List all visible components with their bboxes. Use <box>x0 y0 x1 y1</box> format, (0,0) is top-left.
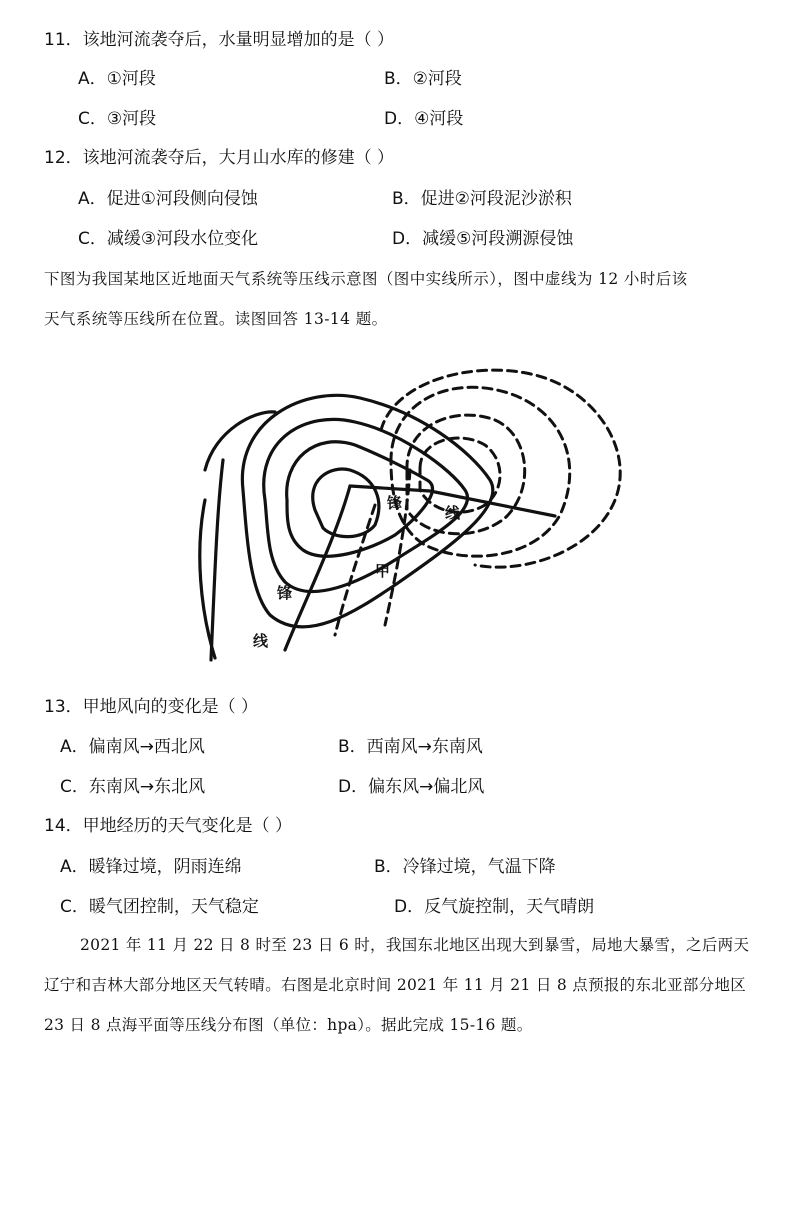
location-jia-label: 甲 <box>375 562 391 580</box>
q14-stem: 14．甲地经历的天气变化是（ ） <box>44 816 293 836</box>
front-label-c: 锋 <box>277 584 293 602</box>
front-label-d: 线 <box>253 632 269 650</box>
q12-option-a[interactable]: A．促进①河段侧向侵蚀 <box>78 189 258 209</box>
q12-stem: 12．该地河流袭夺后，大月山水库的修建（ ） <box>44 148 395 168</box>
q11-option-a[interactable]: A．①河段 <box>78 69 156 89</box>
q14-option-c[interactable]: C．暖气团控制，天气稳定 <box>60 897 259 917</box>
q13-option-c[interactable]: C．东南风→东北风 <box>60 777 206 797</box>
q11-option-d[interactable]: D．④河段 <box>384 109 464 129</box>
q14-option-d[interactable]: D．反气旋控制，天气晴朗 <box>394 897 595 917</box>
intro-13-14-line1: 下图为我国某地区近地面天气系统等压线示意图（图中实线所示），图中虚线为 12 小时后该 <box>44 270 688 288</box>
solid-isobar-outer <box>211 460 223 660</box>
q14-option-b[interactable]: B．冷锋过境，气温下降 <box>374 857 556 877</box>
q13-option-a[interactable]: A．偏南风→西北风 <box>60 737 205 757</box>
q12-option-d[interactable]: D．减缓⑤河段溯源侵蚀 <box>392 229 574 249</box>
solid-isobars <box>200 395 555 660</box>
intro-15-16-paragraph: 2021 年 11 月 22 日 8 时至 23 日 6 时，我国东北地区出现大到暴雪，局地大暴雪，之后两天辽宁和吉林大部分地区天气转晴。右图是北京时间 2021 年 11 月 21 日 8 点预报的东北亚部分地区 23 日 8 点海平面等压线分布图（单位：hpa）。据此完成 15-16 题。 <box>44 936 750 1034</box>
front-label-a: 锋 <box>387 494 403 512</box>
q13-option-d[interactable]: D．偏东风→偏北风 <box>338 777 485 797</box>
dashed-isobar-2 <box>407 415 525 534</box>
intro-13-14-line2: 天气系统等压线所在位置。读图回答 13-14 题。 <box>44 310 388 328</box>
q11-stem: 11．该地河流袭夺后，水量明显增加的是（ ） <box>44 30 395 50</box>
solid-isobar-2 <box>287 442 433 556</box>
isobar-front-diagram <box>195 350 635 670</box>
q11-option-c[interactable]: C．③河段 <box>78 109 157 129</box>
front-label-b: 线 <box>445 504 461 522</box>
q13-stem: 13．甲地风向的变化是（ ） <box>44 697 259 717</box>
q12-option-b[interactable]: B．促进②河段泥沙淤积 <box>392 189 572 209</box>
q14-option-a[interactable]: A．暖锋过境，阴雨连绵 <box>60 857 242 877</box>
q13-option-b[interactable]: B．西南风→东南风 <box>338 737 483 757</box>
q11-option-b[interactable]: B．②河段 <box>384 69 462 89</box>
solid-isobar-5 <box>205 412 275 470</box>
q12-option-c[interactable]: C．减缓③河段水位变化 <box>78 229 259 249</box>
